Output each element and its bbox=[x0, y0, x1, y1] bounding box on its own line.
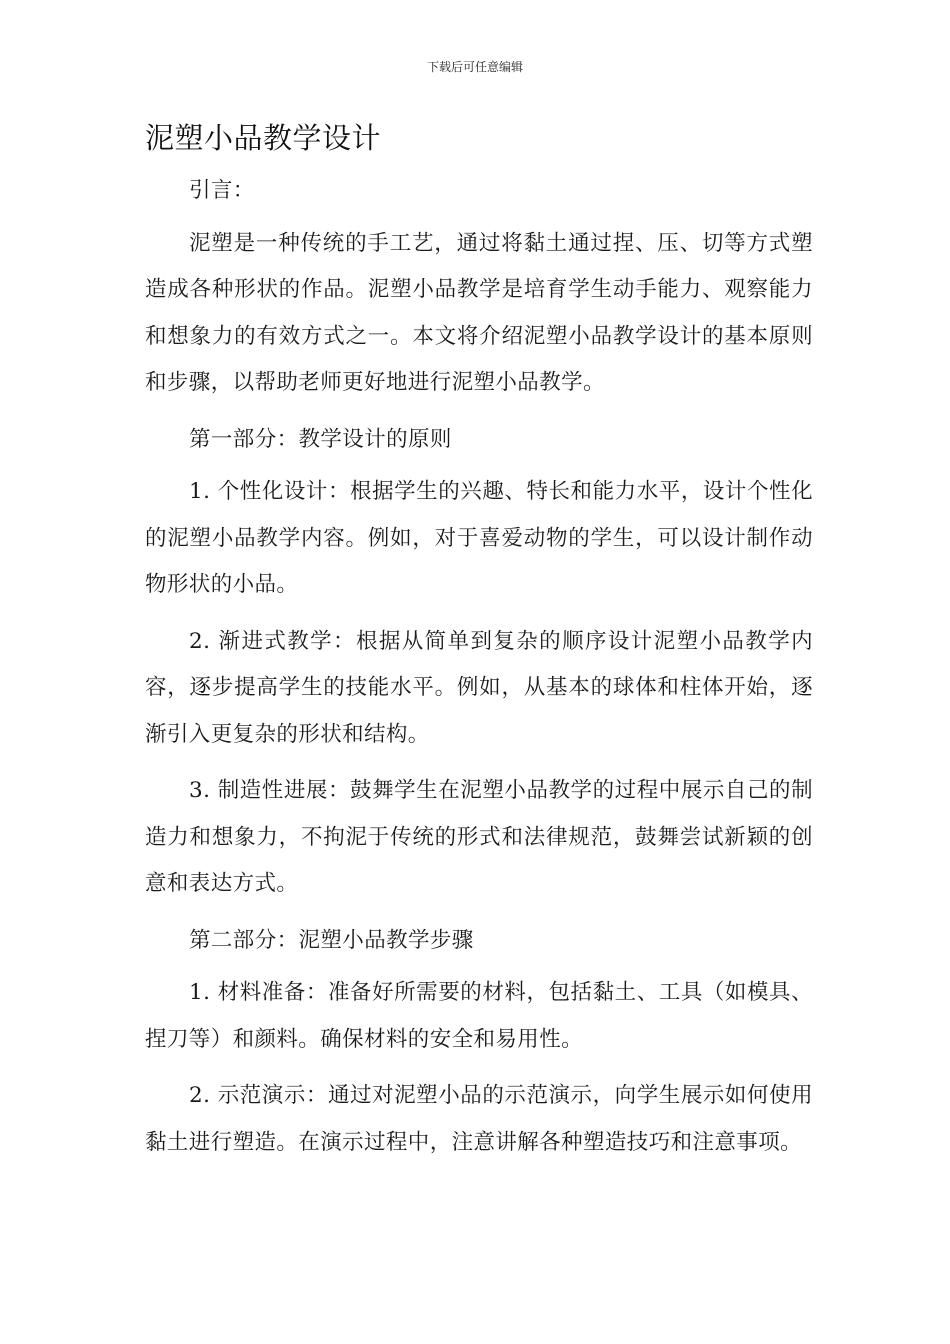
intro-paragraph: 泥塑是一种传统的手工艺，通过将黏土通过捏、压、切等方式塑造成各种形状的作品。泥塑小品教学是培育学生动手能力、观察能力和想象力的有效方式之一。本文将介绍泥塑小品教学设计的基本原则和步骤，以帮助老师更好地进行泥塑小品教学。 bbox=[145, 230, 813, 395]
header-note: 下载后可任意编辑 bbox=[426, 60, 523, 74]
principle-3-paragraph: 3. 制造性进展：鼓舞学生在泥塑小品教学的过程中展示自己的制造力和想象力，不拘泥于传统的形式和法律规范，鼓舞尝试新颖的创意和表达方式。 bbox=[145, 778, 813, 896]
document-body bbox=[145, 168, 813, 1176]
intro-heading: 引言： bbox=[189, 178, 255, 203]
document-title: 泥塑小品教学设计 bbox=[145, 121, 382, 155]
section-2-heading: 第二部分：泥塑小品教学步骤 bbox=[189, 927, 474, 953]
step-1-paragraph: 1. 材料准备：准备好所需要的材料，包括黏土、工具（如模具、捏刀等）和颜料。确保材料的安全和易用性。 bbox=[145, 980, 813, 1052]
principle-1-paragraph: 1. 个性化设计：根据学生的兴趣、特长和能力水平，设计个性化的泥塑小品教学内容。例如，对于喜爱动物的学生，可以设计制作动物形状的小品。 bbox=[145, 479, 813, 597]
section-1-heading: 第一部分：教学设计的原则 bbox=[189, 426, 452, 452]
step-2-paragraph: 2. 示范演示：通过对泥塑小品的示范演示，向学生展示如何使用黏土进行塑造。在演示过程中，注意讲解各种塑造技巧和注意事项。 bbox=[145, 1083, 813, 1155]
principle-2-paragraph: 2. 渐进式教学：根据从简单到复杂的顺序设计泥塑小品教学内容，逐步提高学生的技能水平。例如，从基本的球体和柱体开始，逐渐引入更复杂的形状和结构。 bbox=[145, 628, 813, 747]
